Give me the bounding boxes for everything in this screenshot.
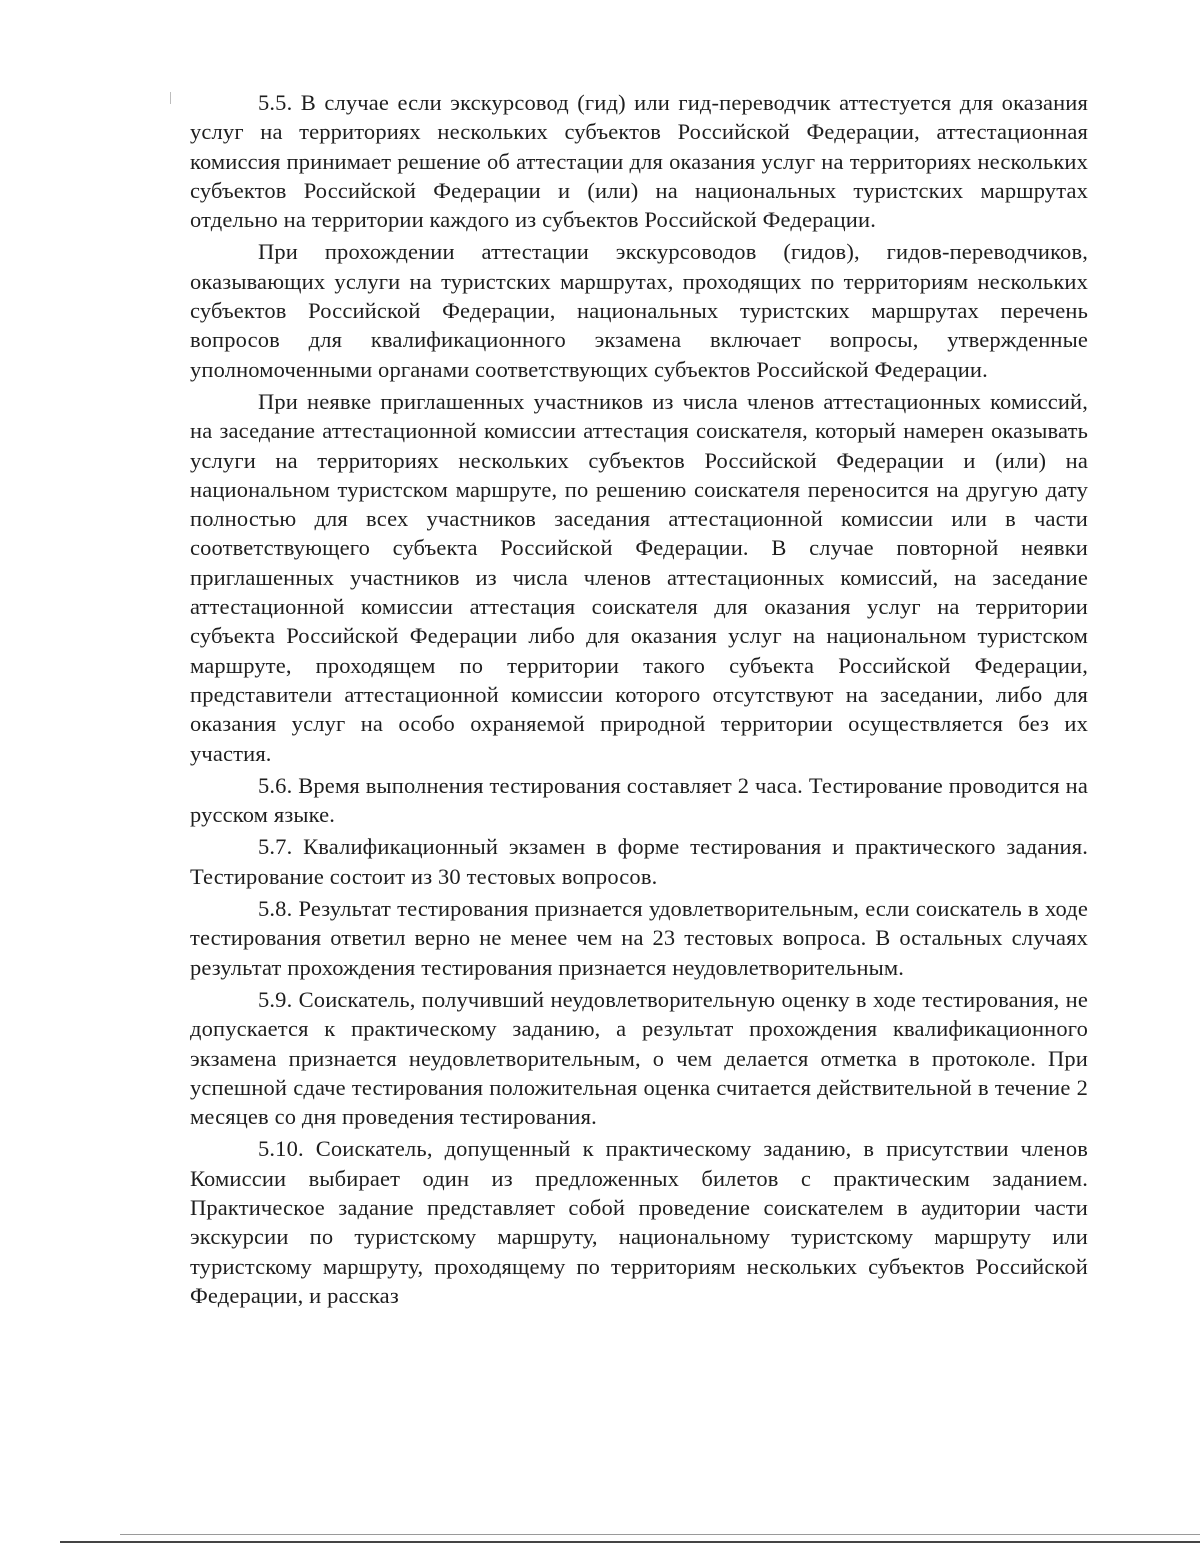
paragraph-5-6: 5.6. Время выполнения тестирования составляет 2 часа. Тестирование проводится на русском языке. <box>190 772 1088 828</box>
document-body <box>190 88 1088 1313</box>
scan-edge-line-faint <box>120 1534 1200 1535</box>
paragraph-5-9: 5.9. Соискатель, получивший неудовлетворительную оценку в ходе тестирования, не допускается к практическому заданию, а результат прохождения квалификационного экзамена признается неудовлетворительным, о чем делается отметка в протоколе. При успешной сдаче тестирования положительная оценка считается действительной в течение 2 месяцев со дня проведения тестирования. <box>190 986 1088 1130</box>
paragraph-no-show: При неявке приглашенных участников из числа членов аттестационных комиссий, на заседание аттестационной комиссии аттестация соискателя, который намерен оказывать услуги на территориях нескольких субъектов Российской Федерации и (или) на национальном туристском маршруте, по решению соискателя переносится на другую дату полностью для всех участников заседания аттестационной комиссии или в части соответствующего субъекта Российской Федерации. В случае повторной неявки приглашенных участников из числа членов аттестационных комиссий, на заседание аттестационной комиссии аттестация соискателя для оказания услуг на территории субъекта Российской Федерации либо для оказания услуг на национальном туристском маршруте, проходящем по территории такого субъекта Российской Федерации, представители аттестационной комиссии которого отсутствуют на заседании, либо для оказания услуг на особо охраняемой природной территории осуществляется без их участия. <box>190 388 1088 766</box>
paragraph-exam-questions: При прохождении аттестации экскурсоводов (гидов), гидов-переводчиков, оказывающих услуги на туристских маршрутах, проходящих по территориям нескольких субъектов Российской Федерации, национальных туристских маршрутах перечень вопросов для квалификационного экзамена включает вопросы, утвержденные уполномоченными органами соответствующих субъектов Российской Федерации. <box>190 239 1088 382</box>
paragraph-5-7: 5.7. Квалификационный экзамен в форме тестирования и практического задания. Тестирование состоит из 30 тестовых вопросов. <box>190 834 1088 889</box>
paragraph-5-8: 5.8. Результат тестирования признается удовлетворительным, если соискатель в ходе тестирования ответил верно не менее чем на 23 тестовых вопроса. В остальных случаях результат прохождения тестирования признается неудовлетворительным. <box>190 896 1088 980</box>
paragraph-5-10: 5.10. Соискатель, допущенный к практическому заданию, в присутствии членов Комиссии выбирает один из предложенных билетов с практическим заданием. Практическое задание представляет собой проведение соискателем в аудитории части экскурсии по туристскому маршруту, национальному туристскому маршруту или туристскому маршруту, проходящему по территориям нескольких субъектов Российской Федерации, и рассказ <box>190 1136 1088 1308</box>
paragraph-5-5: 5.5. В случае если экскурсовод (гид) или гид-переводчик аттестуется для оказания услуг на территориях нескольких субъектов Российской Федерации, аттестационная комиссия принимает решение об аттестации для оказания услуг на территориях нескольких субъектов Российской Федерации и (или) на национальных туристских маршрутах отдельно на территории каждого из субъектов Российской Федерации. <box>190 90 1088 233</box>
scan-speck <box>170 92 171 104</box>
scan-edge-line <box>60 1541 1200 1543</box>
